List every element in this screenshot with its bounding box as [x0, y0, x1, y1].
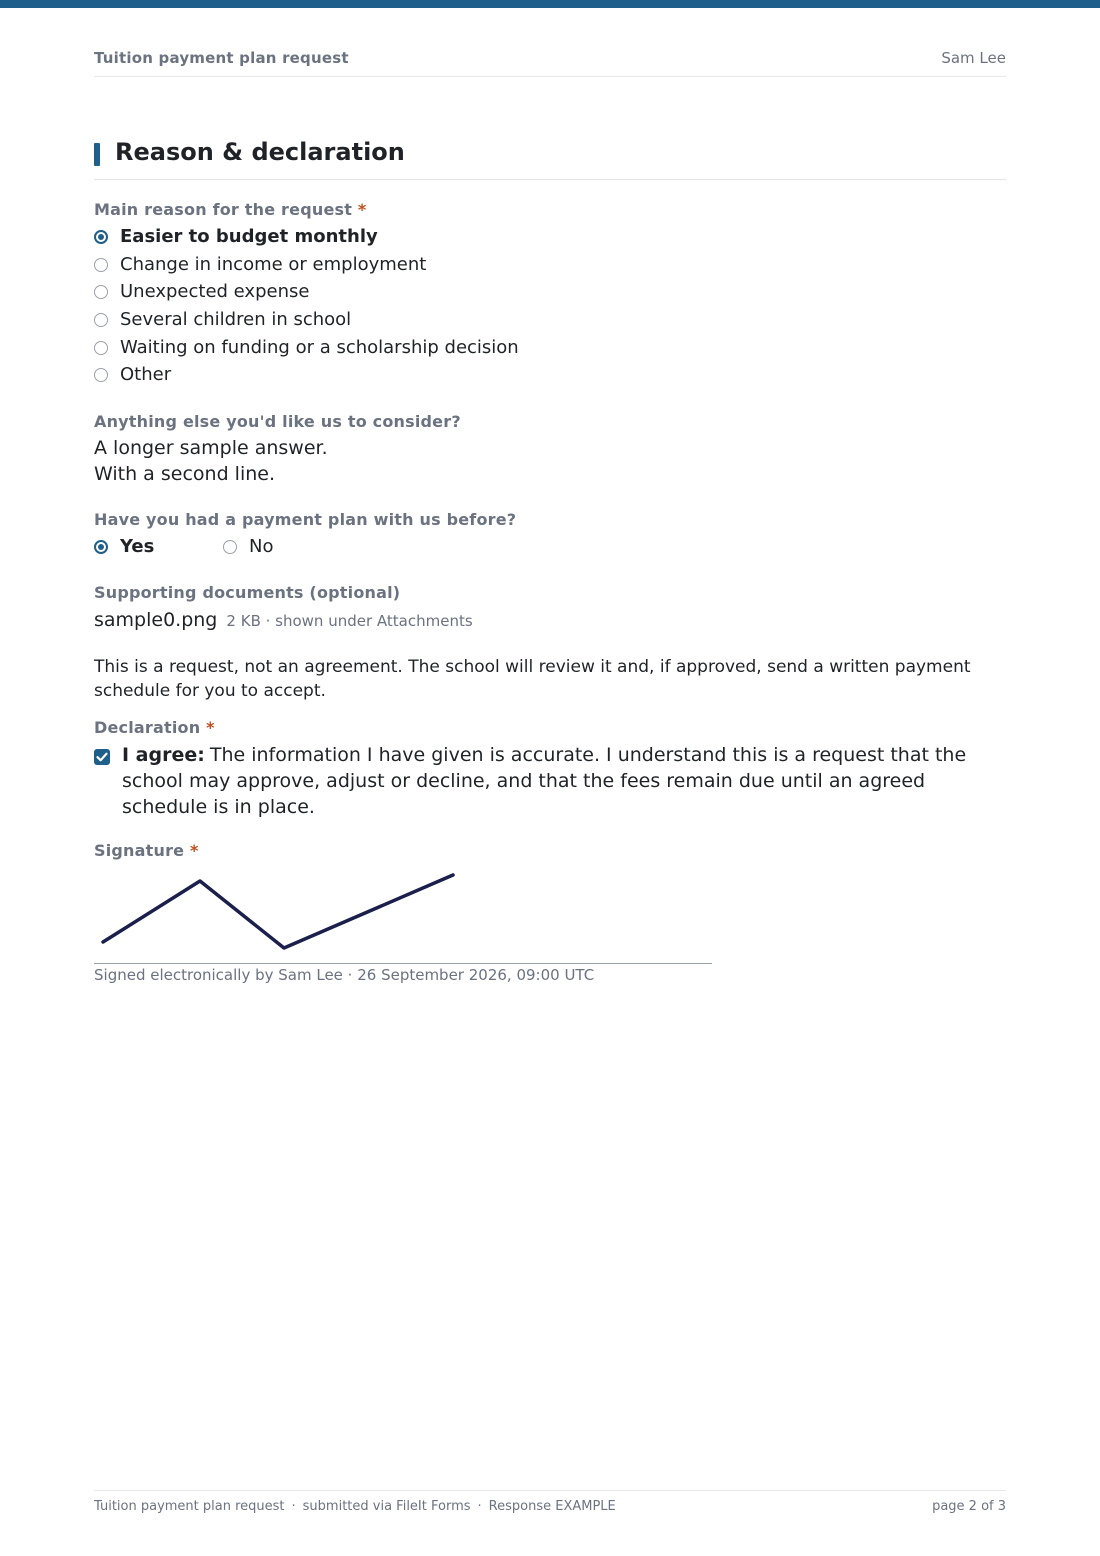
declaration-text-block	[122, 742, 992, 820]
top-accent-bar	[0, 0, 1100, 8]
signature-box	[94, 866, 712, 964]
page-footer	[94, 1490, 1006, 1521]
previous-plan-question-label: Have you had a payment plan with us before?	[94, 510, 517, 529]
required-mark: *	[190, 841, 199, 860]
declaration-label-text: Declaration	[94, 718, 201, 737]
attachment-file-name[interactable]: sample0.png	[94, 609, 218, 631]
header-user-name: Sam Lee	[941, 49, 1006, 67]
signature-label-text: Signature	[94, 841, 185, 860]
declaration-checkbox[interactable]	[94, 749, 110, 765]
consider-answer-line: A longer sample answer.	[94, 437, 328, 459]
reason-option-label: Waiting on funding or a scholarship decision	[120, 337, 519, 358]
previous-plan-option-label: Yes	[120, 536, 155, 557]
footer-page-number: page 2 of 3	[932, 1499, 1006, 1514]
request-notice: This is a request, not an agreement. The school will review it and, if approved, send a written payment schedule for you to accept.	[94, 657, 971, 701]
header-form-title: Tuition payment plan request	[94, 49, 349, 67]
declaration-statement: The information I have given is accurate. I understand this is a request that the school may approve, adjust or decline, and that the fees remain due until an agreed schedule is in place.	[122, 744, 967, 818]
required-mark: *	[357, 200, 367, 219]
radio-unselected-icon[interactable]	[94, 313, 108, 327]
footer-info	[94, 1499, 616, 1514]
reason-option-label: Other	[120, 364, 172, 385]
footer-separator: ·	[477, 1499, 482, 1514]
signature-caption: Signed electronically by Sam Lee · 26 September 2026, 09:00 UTC	[94, 966, 595, 984]
radio-selected-icon[interactable]	[94, 540, 108, 554]
signature-drawing	[94, 866, 712, 963]
documents-question-label: Supporting documents (optional)	[94, 583, 401, 602]
radio-unselected-icon[interactable]	[94, 368, 108, 382]
reason-question-label	[94, 200, 366, 219]
reason-option-label: Easier to budget monthly	[120, 226, 378, 247]
signature-question-label	[94, 841, 199, 860]
checkmark-icon	[94, 749, 110, 765]
consider-answer-line: With a second line.	[94, 463, 275, 485]
section-title: Reason & declaration	[115, 138, 405, 166]
reason-label-text: Main reason for the request	[94, 200, 353, 219]
radio-selected-icon[interactable]	[94, 230, 108, 244]
consider-question-label: Anything else you'd like us to consider?	[94, 412, 461, 431]
reason-option-label: Several children in school	[120, 309, 352, 330]
attachment-file-meta: 2 KB · shown under Attachments	[226, 612, 473, 630]
section-header	[94, 138, 1006, 180]
attachment-row	[94, 609, 473, 631]
footer-form-title: Tuition payment plan request	[94, 1499, 285, 1514]
footer-response: Response EXAMPLE	[488, 1499, 616, 1514]
section-accent-bar	[94, 143, 100, 166]
previous-plan-option-label: No	[249, 536, 274, 557]
reason-option-label: Unexpected expense	[120, 281, 310, 302]
required-mark: *	[206, 718, 215, 737]
radio-unselected-icon[interactable]	[94, 341, 108, 355]
declaration-agree-label: I agree:	[122, 744, 205, 766]
reason-option-label: Change in income or employment	[120, 254, 427, 275]
radio-unselected-icon[interactable]	[223, 540, 237, 554]
running-header	[94, 48, 1006, 77]
declaration-question-label	[94, 718, 215, 737]
radio-unselected-icon[interactable]	[94, 285, 108, 299]
footer-via: submitted via FileIt Forms	[302, 1499, 471, 1514]
radio-unselected-icon[interactable]	[94, 258, 108, 272]
footer-separator: ·	[291, 1499, 296, 1514]
